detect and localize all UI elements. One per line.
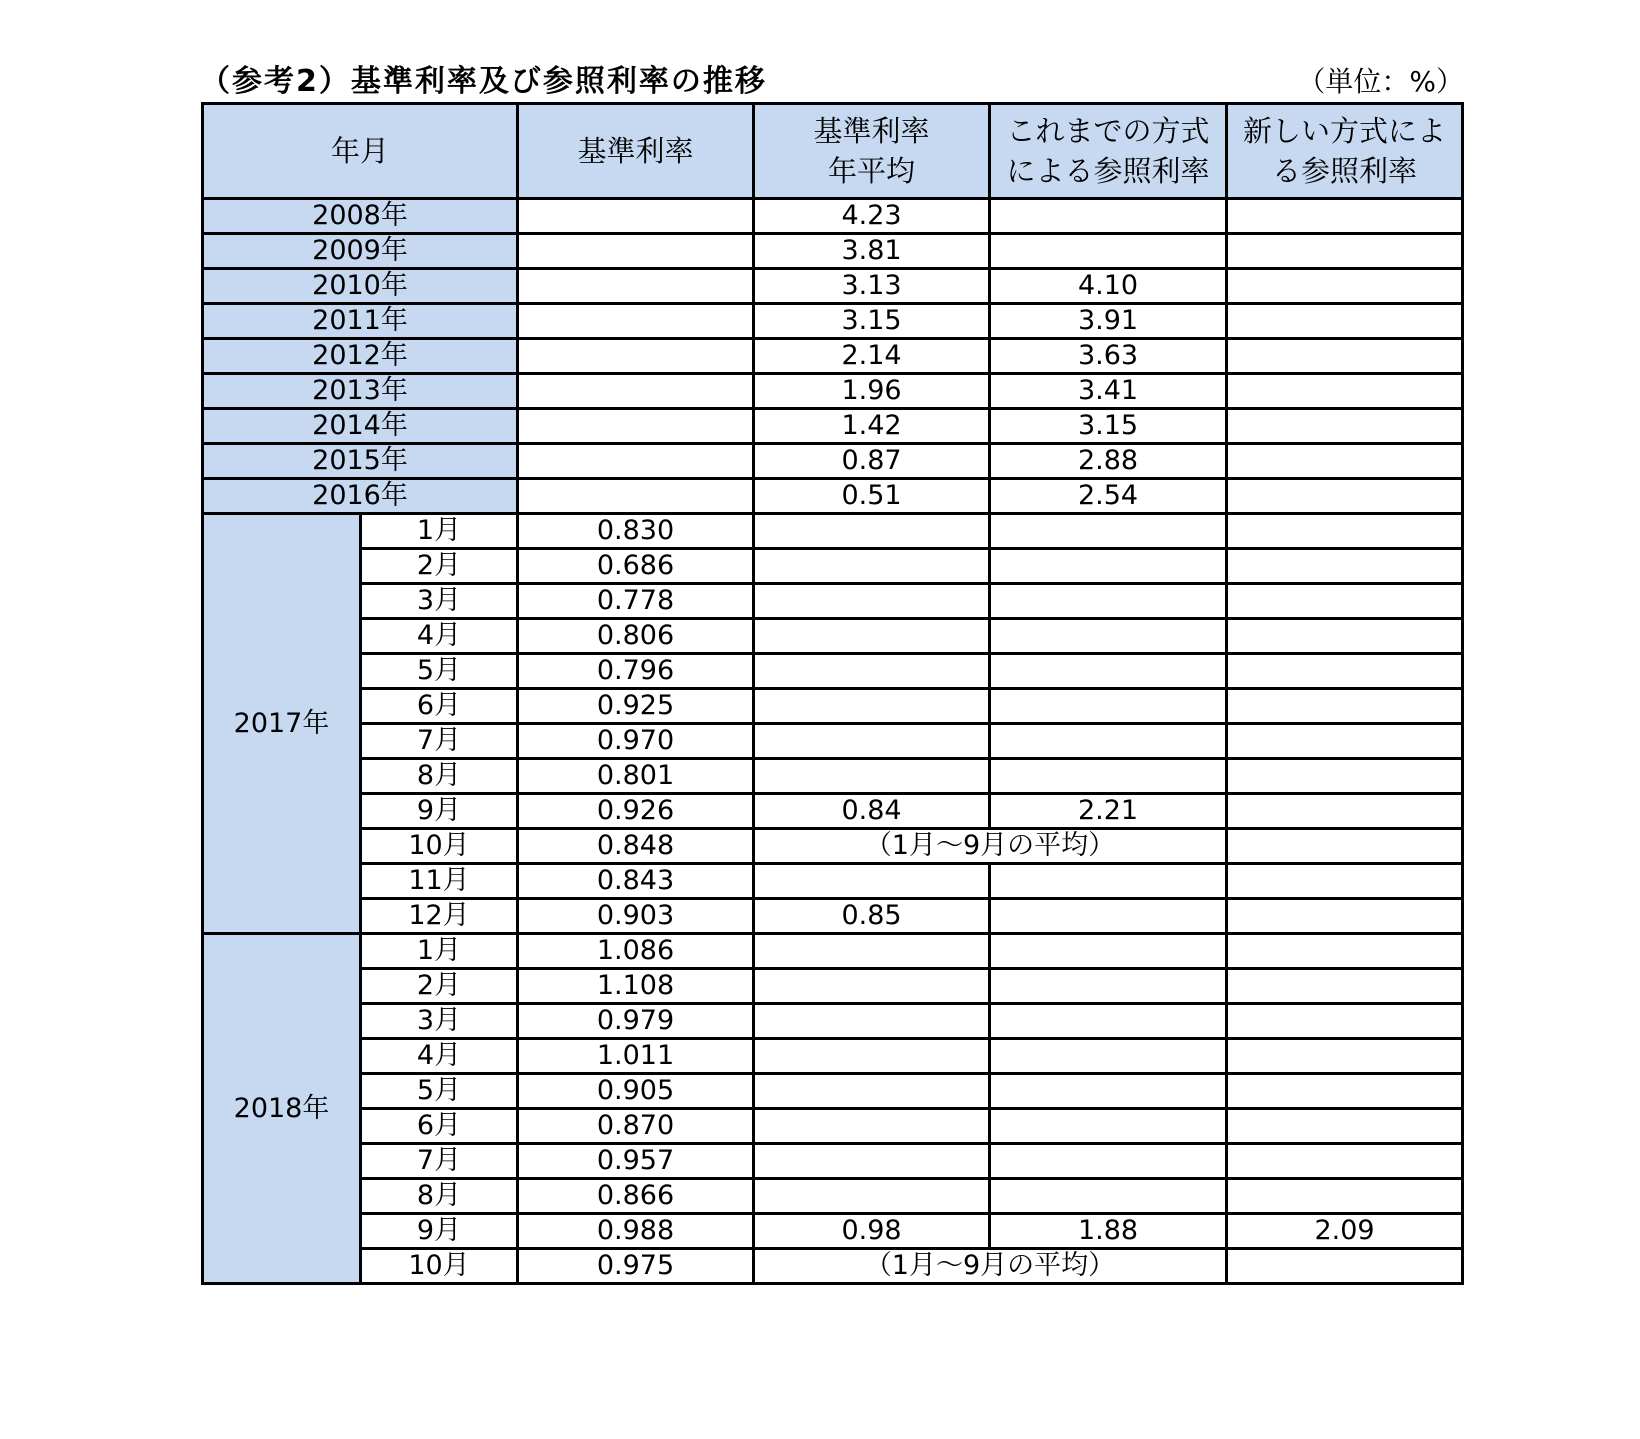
base-rate-cell bbox=[518, 339, 754, 374]
old-ref-cell bbox=[990, 689, 1227, 724]
month-label: 12月 bbox=[361, 899, 518, 934]
new-ref-cell bbox=[1227, 1004, 1463, 1039]
base-rate-cell: 0.957 bbox=[518, 1144, 754, 1179]
table-row bbox=[203, 549, 1463, 584]
base-rate-cell: 0.686 bbox=[518, 549, 754, 584]
header-old-ref bbox=[990, 104, 1227, 199]
month-label: 3月 bbox=[361, 584, 518, 619]
annual-avg-cell: 3.13 bbox=[754, 269, 990, 304]
old-ref-cell bbox=[990, 969, 1227, 1004]
header-period: 年月 bbox=[203, 104, 518, 199]
header-annual-avg bbox=[754, 104, 990, 199]
year-label: 2014年 bbox=[203, 409, 518, 444]
month-label: 6月 bbox=[361, 689, 518, 724]
annual-avg-cell bbox=[754, 689, 990, 724]
annual-avg-cell: 4.23 bbox=[754, 199, 990, 234]
base-rate-cell: 0.925 bbox=[518, 689, 754, 724]
new-ref-cell bbox=[1227, 1109, 1463, 1144]
table-row bbox=[203, 1214, 1463, 1249]
table-row bbox=[203, 969, 1463, 1004]
new-ref-cell bbox=[1227, 864, 1463, 899]
month-label: 7月 bbox=[361, 724, 518, 759]
base-rate-cell: 0.848 bbox=[518, 829, 754, 864]
new-ref-cell bbox=[1227, 1039, 1463, 1074]
new-ref-cell bbox=[1227, 304, 1463, 339]
base-rate-cell: 0.975 bbox=[518, 1249, 754, 1284]
month-label: 9月 bbox=[361, 1214, 518, 1249]
annual-avg-cell bbox=[754, 549, 990, 584]
old-ref-cell: 3.63 bbox=[990, 339, 1227, 374]
annual-avg-cell bbox=[754, 619, 990, 654]
base-rate-cell: 0.830 bbox=[518, 514, 754, 549]
month-label: 7月 bbox=[361, 1144, 518, 1179]
old-ref-cell bbox=[990, 1039, 1227, 1074]
old-ref-cell: 2.21 bbox=[990, 794, 1227, 829]
base-rate-cell: 0.778 bbox=[518, 584, 754, 619]
month-label: 4月 bbox=[361, 619, 518, 654]
year-label: 2010年 bbox=[203, 269, 518, 304]
year-label: 2015年 bbox=[203, 444, 518, 479]
month-label: 8月 bbox=[361, 1179, 518, 1214]
month-label: 10月 bbox=[361, 1249, 518, 1284]
header-row bbox=[203, 104, 1463, 199]
table-row bbox=[203, 619, 1463, 654]
year-label: 2013年 bbox=[203, 374, 518, 409]
table-row bbox=[203, 724, 1463, 759]
base-rate-cell: 0.926 bbox=[518, 794, 754, 829]
annual-avg-cell bbox=[754, 1144, 990, 1179]
base-rate-cell: 0.801 bbox=[518, 759, 754, 794]
month-label: 1月 bbox=[361, 514, 518, 549]
new-ref-cell bbox=[1227, 1144, 1463, 1179]
table-row bbox=[203, 934, 1463, 969]
base-rate-cell: 0.979 bbox=[518, 1004, 754, 1039]
old-ref-cell bbox=[990, 1074, 1227, 1109]
month-label: 3月 bbox=[361, 1004, 518, 1039]
annual-avg-cell: 3.15 bbox=[754, 304, 990, 339]
new-ref-cell bbox=[1227, 829, 1463, 864]
base-rate-cell: 0.970 bbox=[518, 724, 754, 759]
new-ref-cell bbox=[1227, 759, 1463, 794]
new-ref-cell: 2.09 bbox=[1227, 1214, 1463, 1249]
old-ref-cell: 4.10 bbox=[990, 269, 1227, 304]
year-label: 2009年 bbox=[203, 234, 518, 269]
new-ref-cell bbox=[1227, 199, 1463, 234]
new-ref-cell bbox=[1227, 234, 1463, 269]
old-ref-cell: 1.88 bbox=[990, 1214, 1227, 1249]
month-label: 5月 bbox=[361, 654, 518, 689]
old-ref-cell bbox=[990, 1004, 1227, 1039]
new-ref-cell bbox=[1227, 479, 1463, 514]
table-row bbox=[203, 304, 1463, 339]
month-label: 6月 bbox=[361, 1109, 518, 1144]
annual-avg-cell: 0.84 bbox=[754, 794, 990, 829]
old-ref-cell bbox=[990, 864, 1227, 899]
table-row bbox=[203, 339, 1463, 374]
month-label: 2月 bbox=[361, 969, 518, 1004]
base-rate-cell: 1.108 bbox=[518, 969, 754, 1004]
annual-avg-cell bbox=[754, 1179, 990, 1214]
old-ref-cell bbox=[990, 619, 1227, 654]
annual-avg-cell bbox=[754, 934, 990, 969]
annual-avg-cell bbox=[754, 1004, 990, 1039]
table-row bbox=[203, 689, 1463, 724]
unit-label: （単位：%） bbox=[1297, 65, 1464, 98]
new-ref-cell bbox=[1227, 1179, 1463, 1214]
new-ref-cell bbox=[1227, 899, 1463, 934]
annual-avg-cell bbox=[754, 864, 990, 899]
year-group-label: 2017年 bbox=[203, 514, 361, 934]
year-label: 2008年 bbox=[203, 199, 518, 234]
base-rate-cell bbox=[518, 479, 754, 514]
month-label: 8月 bbox=[361, 759, 518, 794]
base-rate-cell: 0.988 bbox=[518, 1214, 754, 1249]
header-old-ref-l1: これまでの方式 bbox=[1006, 114, 1210, 148]
new-ref-cell bbox=[1227, 689, 1463, 724]
base-rate-cell: 1.011 bbox=[518, 1039, 754, 1074]
header-new-ref bbox=[1227, 104, 1463, 199]
base-rate-cell: 0.870 bbox=[518, 1109, 754, 1144]
old-ref-cell bbox=[990, 584, 1227, 619]
base-rate-cell bbox=[518, 374, 754, 409]
month-label: 2月 bbox=[361, 549, 518, 584]
old-ref-cell bbox=[990, 1179, 1227, 1214]
old-ref-cell bbox=[990, 549, 1227, 584]
base-rate-cell bbox=[518, 304, 754, 339]
base-rate-cell bbox=[518, 269, 754, 304]
month-label: 1月 bbox=[361, 934, 518, 969]
annual-avg-cell bbox=[754, 514, 990, 549]
rates-table bbox=[201, 102, 1464, 1285]
base-rate-cell: 0.866 bbox=[518, 1179, 754, 1214]
page-title: （参考2）基準利率及び参照利率の推移 bbox=[200, 64, 767, 99]
old-ref-cell bbox=[990, 899, 1227, 934]
new-ref-cell bbox=[1227, 444, 1463, 479]
old-ref-cell bbox=[990, 934, 1227, 969]
annual-avg-cell bbox=[754, 724, 990, 759]
table-row bbox=[203, 864, 1463, 899]
old-ref-cell bbox=[990, 654, 1227, 689]
new-ref-cell bbox=[1227, 339, 1463, 374]
table-row bbox=[203, 1179, 1463, 1214]
header-annual-avg-l1: 基準利率 bbox=[813, 114, 930, 148]
base-rate-cell bbox=[518, 199, 754, 234]
table-row bbox=[203, 1249, 1463, 1284]
base-rate-cell: 0.905 bbox=[518, 1074, 754, 1109]
annual-avg-cell bbox=[754, 1039, 990, 1074]
old-ref-cell bbox=[990, 1144, 1227, 1179]
table-row bbox=[203, 759, 1463, 794]
annual-avg-cell bbox=[754, 584, 990, 619]
average-note: （1月～9月の平均） bbox=[754, 1249, 1227, 1284]
old-ref-cell: 2.54 bbox=[990, 479, 1227, 514]
table-row bbox=[203, 1109, 1463, 1144]
old-ref-cell bbox=[990, 199, 1227, 234]
table-row bbox=[203, 234, 1463, 269]
old-ref-cell: 2.88 bbox=[990, 444, 1227, 479]
annual-avg-cell: 0.98 bbox=[754, 1214, 990, 1249]
annual-avg-cell: 1.96 bbox=[754, 374, 990, 409]
header-new-ref-l2: る参照利率 bbox=[1271, 154, 1417, 188]
base-rate-cell: 0.903 bbox=[518, 899, 754, 934]
base-rate-cell: 1.086 bbox=[518, 934, 754, 969]
old-ref-cell bbox=[990, 724, 1227, 759]
new-ref-cell bbox=[1227, 549, 1463, 584]
new-ref-cell bbox=[1227, 584, 1463, 619]
month-label: 11月 bbox=[361, 864, 518, 899]
base-rate-cell: 0.796 bbox=[518, 654, 754, 689]
table-row bbox=[203, 374, 1463, 409]
new-ref-cell bbox=[1227, 374, 1463, 409]
table-row bbox=[203, 829, 1463, 864]
month-label: 4月 bbox=[361, 1039, 518, 1074]
table-row bbox=[203, 1004, 1463, 1039]
old-ref-cell bbox=[990, 759, 1227, 794]
base-rate-cell bbox=[518, 444, 754, 479]
month-label: 9月 bbox=[361, 794, 518, 829]
month-label: 10月 bbox=[361, 829, 518, 864]
annual-avg-cell: 0.87 bbox=[754, 444, 990, 479]
new-ref-cell bbox=[1227, 1249, 1463, 1284]
new-ref-cell bbox=[1227, 794, 1463, 829]
base-rate-cell: 0.806 bbox=[518, 619, 754, 654]
old-ref-cell: 3.15 bbox=[990, 409, 1227, 444]
annual-avg-cell: 2.14 bbox=[754, 339, 990, 374]
table-row bbox=[203, 1039, 1463, 1074]
new-ref-cell bbox=[1227, 1074, 1463, 1109]
new-ref-cell bbox=[1227, 969, 1463, 1004]
table-row bbox=[203, 269, 1463, 304]
year-label: 2011年 bbox=[203, 304, 518, 339]
annual-avg-cell: 3.81 bbox=[754, 234, 990, 269]
header-annual-avg-l2: 年平均 bbox=[827, 154, 915, 188]
table-row bbox=[203, 199, 1463, 234]
header-base-rate: 基準利率 bbox=[518, 104, 754, 199]
base-rate-cell: 0.843 bbox=[518, 864, 754, 899]
annual-avg-cell: 0.85 bbox=[754, 899, 990, 934]
table-row bbox=[203, 444, 1463, 479]
table-row bbox=[203, 1074, 1463, 1109]
old-ref-cell bbox=[990, 1109, 1227, 1144]
annual-avg-cell: 0.51 bbox=[754, 479, 990, 514]
average-note: （1月～9月の平均） bbox=[754, 829, 1227, 864]
month-label: 5月 bbox=[361, 1074, 518, 1109]
year-label: 2012年 bbox=[203, 339, 518, 374]
table-row bbox=[203, 409, 1463, 444]
table-row bbox=[203, 1144, 1463, 1179]
new-ref-cell bbox=[1227, 934, 1463, 969]
base-rate-cell bbox=[518, 234, 754, 269]
annual-avg-cell bbox=[754, 969, 990, 1004]
table-row bbox=[203, 899, 1463, 934]
new-ref-cell bbox=[1227, 269, 1463, 304]
table-row bbox=[203, 479, 1463, 514]
new-ref-cell bbox=[1227, 724, 1463, 759]
annual-avg-cell: 1.42 bbox=[754, 409, 990, 444]
table-row bbox=[203, 654, 1463, 689]
year-group-label: 2018年 bbox=[203, 934, 361, 1284]
table-body bbox=[203, 199, 1463, 1284]
table-row bbox=[203, 794, 1463, 829]
header-old-ref-l2: による参照利率 bbox=[1006, 154, 1210, 188]
old-ref-cell bbox=[990, 514, 1227, 549]
annual-avg-cell bbox=[754, 1109, 990, 1144]
old-ref-cell bbox=[990, 234, 1227, 269]
table-row bbox=[203, 584, 1463, 619]
old-ref-cell: 3.91 bbox=[990, 304, 1227, 339]
annual-avg-cell bbox=[754, 759, 990, 794]
annual-avg-cell bbox=[754, 654, 990, 689]
new-ref-cell bbox=[1227, 619, 1463, 654]
annual-avg-cell bbox=[754, 1074, 990, 1109]
table-row bbox=[203, 514, 1463, 549]
new-ref-cell bbox=[1227, 514, 1463, 549]
old-ref-cell: 3.41 bbox=[990, 374, 1227, 409]
new-ref-cell bbox=[1227, 654, 1463, 689]
base-rate-cell bbox=[518, 409, 754, 444]
new-ref-cell bbox=[1227, 409, 1463, 444]
header-new-ref-l1: 新しい方式によ bbox=[1242, 114, 1446, 148]
year-label: 2016年 bbox=[203, 479, 518, 514]
